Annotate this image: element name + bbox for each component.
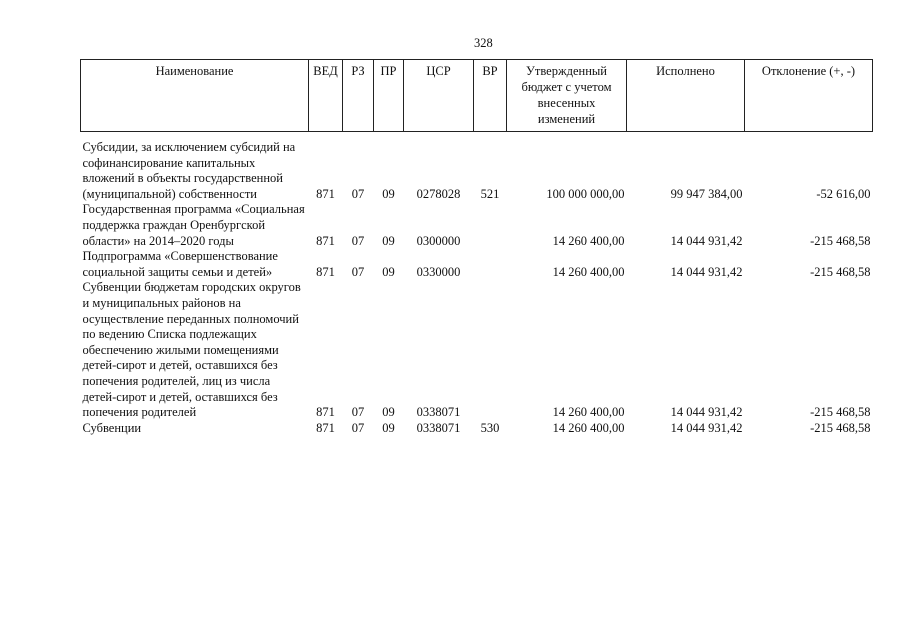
row-name: Субвенции бюджетам городских округов и муниципальных районов на осуществление переданных полномочий по ведению Списка подлежащих обеспечению жилыми помещениями детей-сирот и детей, оставшихся без попечения родителей, лиц из числа детей-сирот и детей, оставшихся без попечения родителей (82, 280, 301, 420)
row-vr: 530 (480, 420, 500, 435)
row-executed: 99 947 384,00 (670, 186, 743, 201)
row-ved: 871 (316, 186, 335, 201)
table-row (81, 140, 873, 202)
row-pr: 09 (382, 420, 395, 435)
header-name: Наименование (81, 60, 309, 132)
row-executed: 14 044 931,42 (670, 233, 743, 248)
row-csr: 0330000 (416, 264, 461, 279)
row-name: Государственная программа «Социальная поддержка граждан Оренбургской области» на 2014–2020 годы (82, 202, 305, 248)
table-row (81, 249, 873, 280)
row-name: Подпрограмма «Совершенствование социальной защиты семьи и детей» (82, 249, 278, 279)
row-pr: 09 (382, 186, 395, 201)
header-deviation: Отклонение (+, -) (745, 60, 873, 132)
header-executed: Исполнено (627, 60, 745, 132)
header-vr: ВР (474, 60, 507, 132)
row-vr: 521 (480, 186, 500, 201)
row-csr: 0338071 (416, 405, 461, 420)
row-executed: 14 044 931,42 (670, 420, 743, 435)
row-pr: 09 (382, 405, 395, 420)
row-ved: 871 (316, 233, 335, 248)
row-csr: 0278028 (416, 186, 461, 201)
row-deviation: -215 468,58 (810, 233, 871, 248)
row-csr: 0300000 (416, 233, 461, 248)
table-row (81, 202, 873, 249)
page-number: 328 (474, 36, 493, 50)
row-deviation: -215 468,58 (810, 420, 871, 435)
table-header-row (81, 60, 873, 132)
row-ved: 871 (316, 264, 335, 279)
row-deviation: -52 616,00 (816, 186, 871, 201)
row-vr (474, 280, 507, 420)
row-rz: 07 (351, 264, 365, 279)
row-pr: 09 (382, 233, 395, 248)
row-ved: 871 (316, 405, 335, 420)
row-vr (474, 202, 507, 249)
header-budget: Утвержденный бюджет с учетом внесенных изменений (507, 60, 627, 132)
row-budget: 100 000 000,00 (546, 186, 625, 201)
row-deviation: -215 468,58 (810, 405, 871, 420)
row-deviation: -215 468,58 (810, 264, 871, 279)
row-rz: 07 (351, 233, 365, 248)
budget-table (80, 59, 873, 436)
row-rz: 07 (351, 186, 365, 201)
table-row (81, 421, 873, 437)
row-budget: 14 260 400,00 (552, 233, 625, 248)
row-name: Субсидии, за исключением субсидий на софинансирование капитальных вложений в объекты государственной (муниципальной) собственности (82, 140, 296, 201)
row-budget: 14 260 400,00 (552, 264, 625, 279)
table-row (81, 280, 873, 420)
header-rz: РЗ (343, 60, 374, 132)
header-csr: ЦСР (404, 60, 474, 132)
row-executed: 14 044 931,42 (670, 264, 743, 279)
row-rz: 07 (351, 420, 365, 435)
row-csr: 0338071 (416, 420, 461, 435)
row-vr (474, 249, 507, 280)
row-pr: 09 (382, 264, 395, 279)
row-rz: 07 (351, 405, 365, 420)
header-ved: ВЕД (309, 60, 343, 132)
row-ved: 871 (316, 420, 335, 435)
row-executed: 14 044 931,42 (670, 405, 743, 420)
header-pr: ПР (374, 60, 404, 132)
row-budget: 14 260 400,00 (552, 405, 625, 420)
row-name: Субвенции (82, 420, 142, 435)
row-budget: 14 260 400,00 (552, 420, 625, 435)
